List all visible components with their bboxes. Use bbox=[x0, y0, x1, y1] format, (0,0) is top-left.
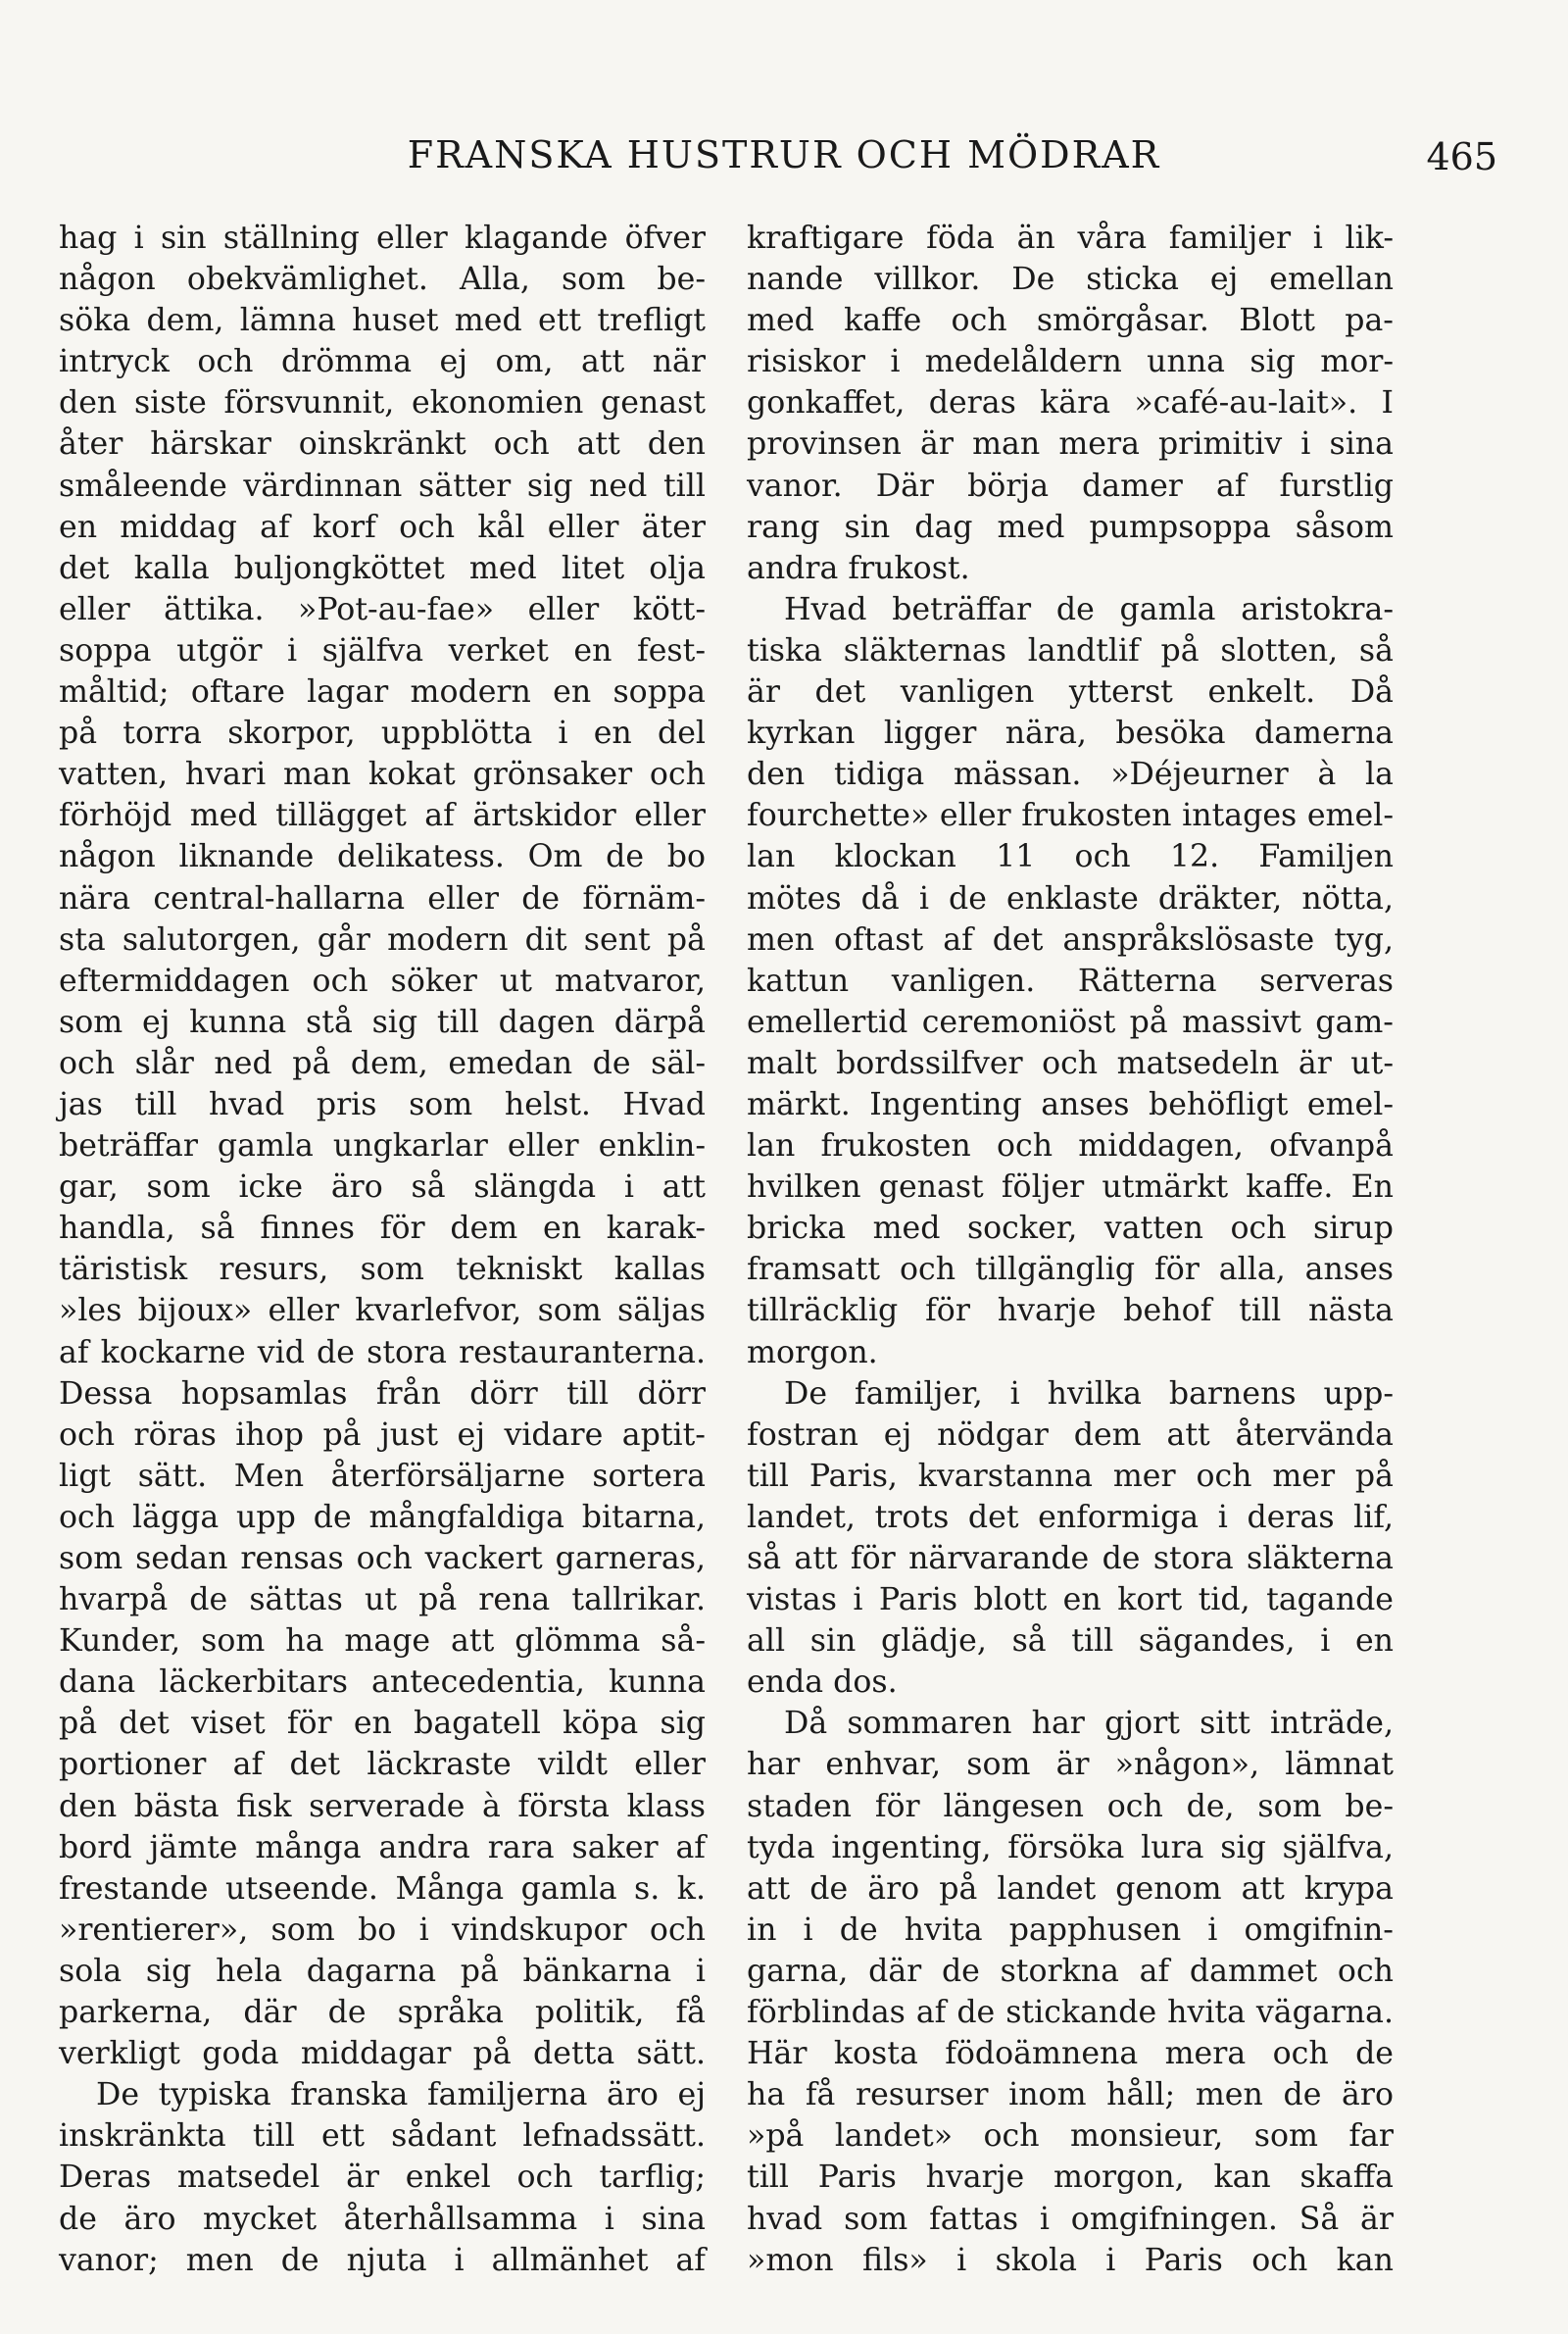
text-line: och slår ned på dem, emedan de säl- bbox=[59, 1045, 706, 1081]
text-line: småleende värdinnan sätter sig ned till bbox=[59, 468, 706, 504]
text-line: inskränkta till ett sådant lefnadssätt. bbox=[59, 2118, 706, 2155]
text-line: eller ättika. »Pot-au-fae» eller kött- bbox=[59, 591, 706, 627]
text-line: risiskor i medelåldern unna sig mor- bbox=[747, 344, 1394, 380]
text-line: vanor; men de njuta i allmänhet af bbox=[59, 2242, 706, 2278]
text-line: Hvad beträffar de gamla aristokra- bbox=[784, 591, 1394, 627]
text-line: »mon fils» i skola i Paris och kan bbox=[747, 2242, 1394, 2278]
text-line: på torra skorpor, uppblötta i en del bbox=[59, 716, 706, 752]
text-line: och röras ihop på just ej vidare aptit- bbox=[59, 1416, 706, 1453]
text-line: bricka med socker, vatten och sirup bbox=[747, 1211, 1394, 1247]
text-line: Här kosta födoämnena mera och de bbox=[747, 2036, 1394, 2072]
text-line: och lägga upp de mångfaldiga bitarna, bbox=[59, 1499, 706, 1535]
page-number: 465 bbox=[1426, 135, 1497, 178]
text-line: De familjer, i hvilka barnens upp- bbox=[784, 1375, 1394, 1412]
text-line: sta salutorgen, går modern dit sent på bbox=[59, 921, 706, 958]
text-line: malt bordssilfver och matsedeln är ut- bbox=[747, 1045, 1394, 1081]
text-line: emellertid ceremoniöst på massivt gam- bbox=[747, 1004, 1394, 1040]
text-line: intryck och drömma ej om, att när bbox=[59, 344, 706, 380]
text-line: som ej kunna stå sig till dagen därpå bbox=[59, 1004, 706, 1040]
text-line: förblindas af de stickande hvita vägarna. bbox=[747, 1995, 1394, 2031]
text-line: som sedan rensas och vackert garneras, bbox=[59, 1541, 706, 1576]
text-line: åter härskar oinskränkt och att den bbox=[59, 426, 706, 463]
text-line: måltid; oftare lagar modern en soppa bbox=[59, 674, 706, 711]
text-line: in i de hvita papphusen i omgifnin- bbox=[747, 1912, 1394, 1948]
text-line: men oftast af det anspråkslösaste tyg, bbox=[747, 921, 1394, 958]
text-line: »på landet» och monsieur, som far bbox=[747, 2118, 1394, 2155]
text-line: enda dos. bbox=[747, 1664, 898, 1701]
text-line: hvarpå de sättas ut på rena tallrikar. bbox=[59, 1582, 706, 1618]
text-line: af kockarne vid de stora restauranterna. bbox=[59, 1334, 706, 1370]
text-line: att de äro på landet genom att krypa bbox=[747, 1870, 1394, 1907]
text-line: all sin glädje, så till sägandes, i en bbox=[747, 1623, 1394, 1660]
text-line: de äro mycket återhållsamma i sina bbox=[59, 2201, 706, 2237]
text-line: gar, som icke äro så slängda i att bbox=[59, 1169, 706, 1206]
text-line: till Paris, kvarstanna mer och mer på bbox=[747, 1458, 1394, 1494]
text-line: hvilken genast följer utmärkt kaffe. En bbox=[747, 1169, 1394, 1206]
text-line: tyda ingenting, försöka lura sig själfva, bbox=[747, 1829, 1394, 1865]
text-line: ha få resurser inom håll; men de äro bbox=[747, 2077, 1394, 2113]
right-column bbox=[747, 218, 1394, 2281]
text-line: kyrkan ligger nära, besöka damerna bbox=[747, 716, 1394, 752]
text-line: bord jämte många andra rara saker af bbox=[59, 1829, 706, 1865]
text-line: lan klockan 11 och 12. Familjen bbox=[747, 839, 1394, 875]
text-line: garna, där de storkna af dammet och bbox=[747, 1953, 1394, 1989]
text-line: med kaffe och smörgåsar. Blott pa- bbox=[747, 303, 1394, 339]
text-line: någon obekvämlighet. Alla, som be- bbox=[59, 262, 706, 298]
text-line: söka dem, lämna huset med ett trefligt bbox=[59, 303, 706, 339]
text-line: vanor. Där börja damer af furstlig bbox=[747, 468, 1394, 504]
text-line: »rentierer», som bo i vindskupor och bbox=[59, 1912, 706, 1948]
running-title: FRANSKA HUSTRUR OCH MÖDRAR bbox=[407, 133, 1161, 176]
text-line: har enhvar, som är »någon», lämnat bbox=[747, 1747, 1394, 1783]
text-line: tiska släkternas landtlif på slotten, så bbox=[747, 632, 1394, 669]
text-line: nära central-hallarna eller de förnäm- bbox=[59, 880, 706, 917]
text-line: den bästa fisk serverade à första klass bbox=[59, 1788, 706, 1824]
text-line: den tidiga mässan. »Déjeurner à la bbox=[747, 757, 1394, 793]
text-line: den siste försvunnit, ekonomien genast bbox=[59, 385, 706, 422]
text-line: fostran ej nödgar dem att återvända bbox=[747, 1416, 1394, 1453]
text-line: andra frukost. bbox=[747, 550, 970, 586]
text-line: verkligt goda middagar på detta sätt. bbox=[59, 2036, 706, 2072]
text-line: märkt. Ingenting anses behöfligt emel- bbox=[747, 1086, 1394, 1122]
text-line: handla, så finnes för dem en karak- bbox=[59, 1211, 706, 1247]
text-line: beträffar gamla ungkarlar eller enklin- bbox=[59, 1128, 706, 1165]
text-line: täristisk resurs, som tekniskt kallas bbox=[59, 1252, 706, 1288]
text-line: dana läckerbitars antecedentia, kunna bbox=[59, 1664, 706, 1701]
text-line: Dessa hopsamlas från dörr till dörr bbox=[59, 1375, 706, 1412]
text-line: vistas i Paris blott en kort tid, tagande bbox=[747, 1582, 1394, 1618]
text-line: portioner af det läckraste vildt eller bbox=[59, 1747, 706, 1783]
text-line: fourchette» eller frukosten intages emel- bbox=[747, 798, 1394, 834]
text-line: eftermiddagen och söker ut matvaror, bbox=[59, 963, 706, 999]
text-line: det kalla buljongköttet med litet olja bbox=[59, 550, 706, 586]
left-column bbox=[59, 218, 706, 2281]
text-line: ligt sätt. Men återförsäljarne sortera bbox=[59, 1458, 706, 1494]
text-line: tillräcklig för hvarje behof till nästa bbox=[747, 1293, 1394, 1329]
text-line: staden för längesen och de, som be- bbox=[747, 1788, 1394, 1824]
text-line: lan frukosten och middagen, ofvanpå bbox=[747, 1128, 1394, 1165]
text-line: en middag af korf och kål eller äter bbox=[59, 509, 706, 545]
text-line: sola sig hela dagarna på bänkarna i bbox=[59, 1953, 706, 1989]
text-line: provinsen är man mera primitiv i sina bbox=[747, 426, 1394, 463]
text-line: så att för närvarande de stora släkterna bbox=[747, 1541, 1394, 1576]
text-line: soppa utgör i själfva verket en fest- bbox=[59, 632, 706, 669]
text-line: är det vanligen ytterst enkelt. Då bbox=[747, 674, 1394, 711]
text-line: Kunder, som ha mage att glömma så- bbox=[59, 1623, 706, 1660]
text-line: vatten, hvari man kokat grönsaker och bbox=[59, 757, 706, 793]
text-line: rang sin dag med pumpsoppa såsom bbox=[747, 509, 1394, 545]
text-line: De typiska franska familjerna äro ej bbox=[96, 2077, 706, 2113]
text-line: morgon. bbox=[747, 1334, 878, 1370]
text-line: hvad som fattas i omgifningen. Så är bbox=[747, 2201, 1394, 2237]
text-line: frestande utseende. Många gamla s. k. bbox=[59, 1870, 706, 1907]
text-line: Deras matsedel är enkel och tarflig; bbox=[59, 2160, 706, 2196]
text-line: framsatt och tillgänglig för alla, anses bbox=[747, 1252, 1394, 1288]
text-line: gonkaffet, deras kära »café-au-lait». I bbox=[747, 385, 1394, 422]
text-line: kattun vanligen. Rätterna serveras bbox=[747, 963, 1394, 999]
text-line: Då sommaren har gjort sitt inträde, bbox=[784, 1706, 1394, 1742]
text-line: hag i sin ställning eller klagande öfver bbox=[59, 221, 706, 256]
text-line: jas till hvad pris som helst. Hvad bbox=[59, 1086, 706, 1122]
running-header bbox=[59, 125, 1509, 184]
text-line: till Paris hvarje morgon, kan skaffa bbox=[747, 2160, 1394, 2196]
text-line: landet, trots det enformiga i deras lif, bbox=[747, 1499, 1394, 1535]
text-line: kraftigare föda än våra familjer i lik- bbox=[747, 221, 1394, 256]
text-line: parkerna, där de språka politik, få bbox=[59, 1995, 706, 2031]
text-line: förhöjd med tillägget af ärtskidor eller bbox=[59, 798, 706, 834]
text-line: mötes då i de enklaste dräkter, nötta, bbox=[747, 880, 1394, 917]
text-line: »les bijoux» eller kvarlefvor, som säljas bbox=[59, 1293, 706, 1329]
text-line: nande villkor. De sticka ej emellan bbox=[747, 262, 1394, 298]
text-line: någon liknande delikatess. Om de bo bbox=[59, 839, 706, 875]
text-line: på det viset för en bagatell köpa sig bbox=[59, 1706, 706, 1742]
